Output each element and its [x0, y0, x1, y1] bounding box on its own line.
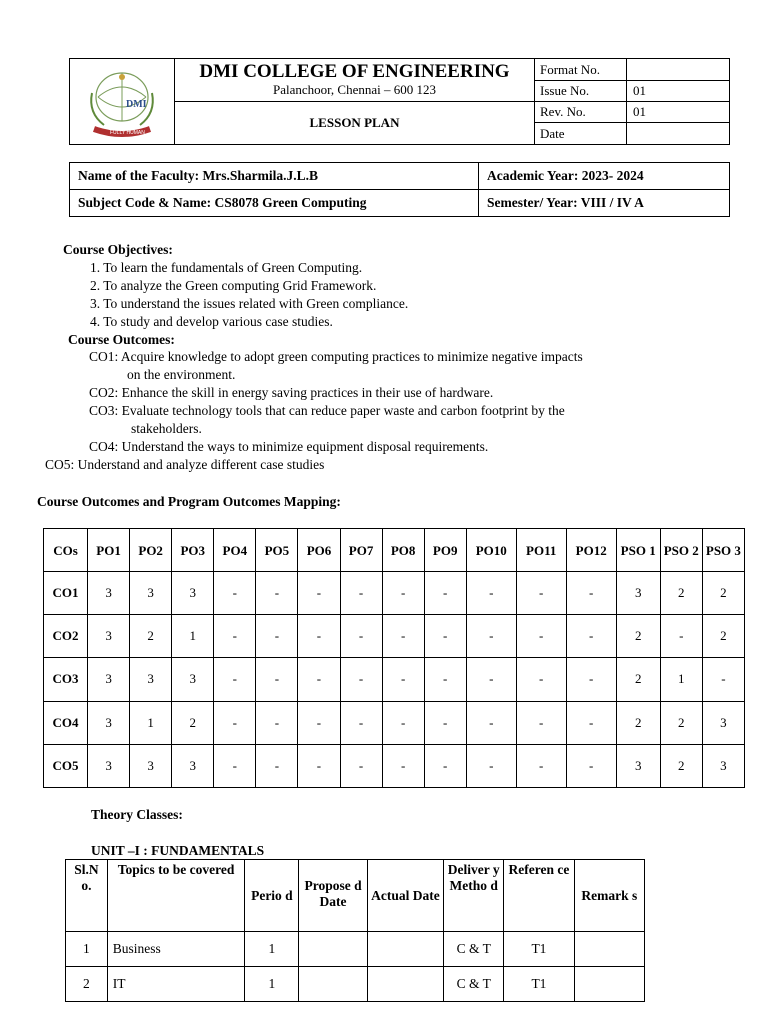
mapping-cell: -: [256, 744, 298, 787]
mapping-header-row: [44, 529, 745, 572]
mapping-cell: -: [214, 572, 256, 615]
format-no-label: Format No.: [535, 59, 627, 81]
mapping-cell: -: [256, 572, 298, 615]
theory-heading: Theory Classes:: [91, 807, 183, 822]
mapping-cell: 3: [130, 658, 172, 701]
mapping-cell: 1: [172, 615, 214, 658]
unit-cell: T1: [504, 967, 574, 1002]
mapping-col-header: PO1: [88, 529, 130, 572]
mapping-cell: 3: [172, 658, 214, 701]
mapping-cell: -: [340, 658, 382, 701]
lesson-unit-table: [65, 859, 645, 1002]
table-row: [44, 572, 745, 615]
mapping-cell: -: [424, 701, 466, 744]
outcome-co5: CO5: Understand and analyze different case studies: [45, 457, 325, 472]
format-no-value: [627, 59, 730, 81]
objective-item: 3. To understand the issues related with Green compliance.: [90, 296, 409, 311]
mapping-cell: 2: [660, 701, 702, 744]
mapping-cell: -: [214, 744, 256, 787]
college-address: Palanchoor, Chennai – 600 123: [272, 82, 437, 97]
mapping-cell: -: [466, 658, 516, 701]
mapping-cell: -: [256, 615, 298, 658]
outcomes-heading: Course Outcomes:: [68, 332, 175, 347]
mapping-cell: -: [466, 701, 516, 744]
mapping-cell: 2: [702, 615, 744, 658]
mapping-cell: -: [298, 572, 340, 615]
outcome-co3-cont: stakeholders.: [131, 421, 202, 436]
outcome-co4: CO4: Understand the ways to minimize equipment disposal requirements.: [89, 439, 489, 454]
mapping-cell: CO3: [44, 658, 88, 701]
logo-cell: [70, 59, 175, 145]
unit-cell: [574, 967, 644, 1002]
mapping-cell: -: [256, 658, 298, 701]
mapping-cell: -: [516, 615, 566, 658]
unit-col-header: Propose d Date: [299, 860, 367, 932]
mapping-col-header: PSO 1: [616, 529, 660, 572]
mapping-col-header: PO6: [298, 529, 340, 572]
mapping-cell: CO5: [44, 744, 88, 787]
outcome-co1-cont: on the environment.: [127, 367, 236, 382]
mapping-cell: 3: [130, 744, 172, 787]
mapping-cell: -: [298, 744, 340, 787]
mapping-col-header: COs: [44, 529, 88, 572]
mapping-cell: -: [340, 615, 382, 658]
outcome-co2: CO2: Enhance the skill in energy saving practices in their use of hardware.: [89, 385, 494, 400]
table-row: [66, 932, 645, 967]
mapping-cell: -: [298, 615, 340, 658]
outcome-co1: CO1: Acquire knowledge to adopt green computing practices to minimize negative impacts: [89, 349, 583, 364]
mapping-cell: 2: [616, 658, 660, 701]
mapping-cell: -: [424, 658, 466, 701]
mapping-cell: -: [340, 701, 382, 744]
mapping-cell: -: [298, 658, 340, 701]
unit-col-header: Referen ce: [504, 860, 574, 932]
mapping-cell: 3: [88, 572, 130, 615]
mapping-col-header: PSO 2: [660, 529, 702, 572]
mapping-cell: -: [382, 701, 424, 744]
issue-no-label: Issue No.: [535, 81, 627, 102]
mapping-cell: -: [566, 701, 616, 744]
mapping-cell: -: [516, 701, 566, 744]
mapping-cell: -: [382, 572, 424, 615]
mapping-cell: CO4: [44, 701, 88, 744]
unit-header-row: [66, 860, 645, 932]
mapping-heading: Course Outcomes and Program Outcomes Mapping:: [37, 494, 341, 509]
unit-cell: 1: [66, 932, 108, 967]
mapping-col-header: PO7: [340, 529, 382, 572]
unit-cell: [299, 967, 367, 1002]
unit-col-header: Topics to be covered: [107, 860, 245, 932]
mapping-cell: 3: [616, 744, 660, 787]
table-row: [66, 967, 645, 1002]
doc-title: LESSON PLAN: [175, 102, 535, 145]
mapping-cell: -: [382, 658, 424, 701]
mapping-cell: 3: [88, 701, 130, 744]
mapping-cell: 3: [172, 572, 214, 615]
mapping-cell: -: [424, 744, 466, 787]
mapping-cell: -: [566, 658, 616, 701]
unit-cell: [574, 932, 644, 967]
mapping-cell: -: [516, 744, 566, 787]
college-logo-icon: [80, 63, 164, 141]
mapping-cell: -: [424, 572, 466, 615]
mapping-cell: 2: [616, 615, 660, 658]
mapping-cell: 2: [660, 572, 702, 615]
unit-title: UNIT –I : FUNDAMENTALS: [91, 843, 265, 858]
unit-cell-topic: Business: [107, 932, 245, 967]
mapping-cell: 3: [702, 701, 744, 744]
mapping-cell: 3: [88, 744, 130, 787]
academic-year: Academic Year: 2023- 2024: [479, 163, 730, 190]
mapping-cell: 1: [130, 701, 172, 744]
rev-no-label: Rev. No.: [535, 102, 627, 123]
unit-col-header: Sl.N o.: [66, 860, 108, 932]
issue-no-value: 01: [627, 81, 730, 102]
objectives-heading: Course Objectives:: [63, 242, 173, 257]
mapping-cell: -: [566, 615, 616, 658]
date-label: Date: [535, 123, 627, 145]
unit-col-header: Deliver y Metho d: [444, 860, 504, 932]
mapping-cell: -: [516, 572, 566, 615]
mapping-cell: -: [660, 615, 702, 658]
mapping-col-header: PO5: [256, 529, 298, 572]
unit-col-header: Perio d: [245, 860, 299, 932]
mapping-cell: -: [382, 744, 424, 787]
objective-item: 4. To study and develop various case studies.: [90, 314, 333, 329]
semester-year: Semester/ Year: VIII / IV A: [479, 190, 730, 217]
unit-cell: C & T: [444, 932, 504, 967]
mapping-cell: -: [516, 658, 566, 701]
objective-item: 1. To learn the fundamentals of Green Computing.: [90, 260, 363, 275]
college-info-cell: [175, 59, 535, 102]
co-po-mapping-table: [43, 528, 745, 788]
mapping-cell: -: [298, 701, 340, 744]
mapping-cell: 3: [702, 744, 744, 787]
mapping-cell: -: [256, 701, 298, 744]
faculty-table: [69, 162, 730, 217]
mapping-cell: -: [214, 615, 256, 658]
unit-cell: T1: [504, 932, 574, 967]
unit-cell: [367, 967, 443, 1002]
mapping-cell: 2: [660, 744, 702, 787]
unit-cell: [367, 932, 443, 967]
objective-item: 2. To analyze the Green computing Grid Framework.: [90, 278, 377, 293]
mapping-col-header: PO12: [566, 529, 616, 572]
subject-code-name: Subject Code & Name: CS8078 Green Computing: [70, 190, 479, 217]
header-table: [69, 58, 730, 145]
mapping-cell: 3: [88, 615, 130, 658]
mapping-col-header: PO11: [516, 529, 566, 572]
mapping-cell: -: [340, 744, 382, 787]
table-row: [44, 615, 745, 658]
mapping-cell: 3: [88, 658, 130, 701]
mapping-cell: -: [214, 701, 256, 744]
faculty-name: Name of the Faculty: Mrs.Sharmila.J.L.B: [70, 163, 479, 190]
table-row: [44, 701, 745, 744]
mapping-cell: -: [424, 615, 466, 658]
mapping-cell: -: [466, 572, 516, 615]
mapping-col-header: PO9: [424, 529, 466, 572]
mapping-cell: -: [466, 615, 516, 658]
mapping-cell: -: [566, 744, 616, 787]
mapping-cell: -: [566, 572, 616, 615]
date-value: [627, 123, 730, 145]
mapping-cell: 3: [172, 744, 214, 787]
mapping-col-header: PO4: [214, 529, 256, 572]
mapping-cell: -: [702, 658, 744, 701]
mapping-col-header: PO2: [130, 529, 172, 572]
mapping-cell: -: [340, 572, 382, 615]
table-row: [44, 744, 745, 787]
mapping-cell: 3: [616, 572, 660, 615]
rev-no-value: 01: [627, 102, 730, 123]
mapping-cell: CO2: [44, 615, 88, 658]
unit-col-header: Remark s: [574, 860, 644, 932]
unit-cell: C & T: [444, 967, 504, 1002]
mapping-col-header: PSO 3: [702, 529, 744, 572]
unit-cell-topic: IT: [107, 967, 245, 1002]
unit-cell: 2: [66, 967, 108, 1002]
unit-cell: 1: [245, 932, 299, 967]
mapping-cell: 2: [616, 701, 660, 744]
unit-col-header: Actual Date: [367, 860, 443, 932]
outcome-co3: CO3: Evaluate technology tools that can reduce paper waste and carbon footprint by the: [89, 403, 565, 418]
unit-cell: 1: [245, 967, 299, 1002]
mapping-col-header: PO8: [382, 529, 424, 572]
mapping-cell: CO1: [44, 572, 88, 615]
mapping-cell: 1: [660, 658, 702, 701]
logo-text: DMI: [126, 98, 147, 110]
mapping-cell: 2: [130, 615, 172, 658]
mapping-cell: 2: [702, 572, 744, 615]
mapping-cell: 2: [172, 701, 214, 744]
mapping-cell: -: [214, 658, 256, 701]
unit-cell: [299, 932, 367, 967]
mapping-col-header: PO10: [466, 529, 516, 572]
logo-motto: FULLY HUMAN: [110, 129, 145, 136]
mapping-cell: -: [466, 744, 516, 787]
table-row: [44, 658, 745, 701]
mapping-col-header: PO3: [172, 529, 214, 572]
mapping-cell: 3: [130, 572, 172, 615]
college-name: DMI COLLEGE OF ENGINEERING: [199, 61, 510, 82]
mapping-cell: -: [382, 615, 424, 658]
